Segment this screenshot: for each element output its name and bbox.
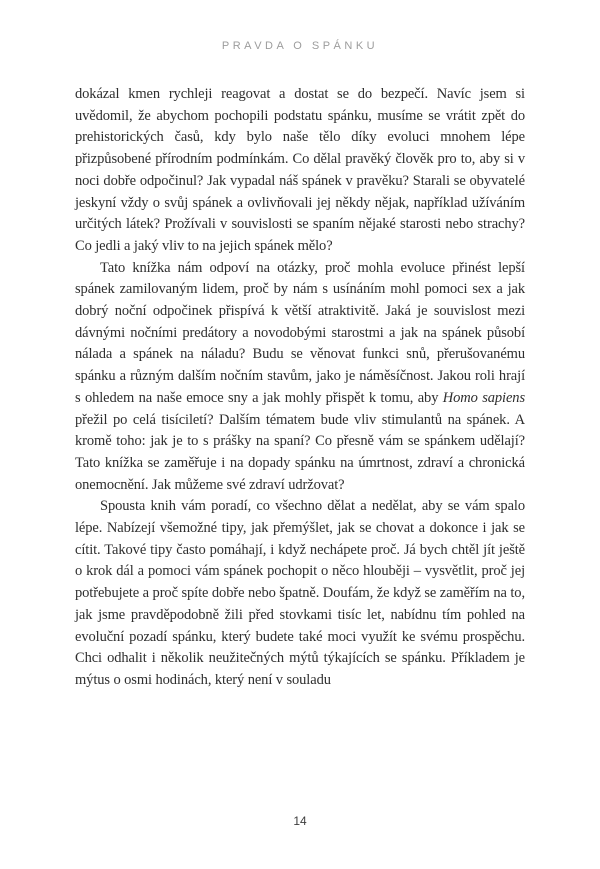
paragraph: dokázal kmen rychleji reagovat a dostat se do bezpečí. Navíc jsem si uvědomil, že abychom pochopili podstatu spánku, musíme se vrátit zpět do prehistorických časů, kdy bylo naše tělo díky evoluci mnohem lépe přizpůsobené přírodním podmínkám. Co dělal pravěký člověk pro to, aby si v noci dobře odpočinul? Jak vypadal náš spánek v pravěku? Starali se obyvatelé jeskyní vždy o svůj spánek a ovlivňovali jej někdy nějak, například užíváním určitých látek? Prožívali v souvislosti se spaním nějaké starosti nebo strachy? Co jedli a jaký vliv to na jejich spánek mělo? — [75, 86, 525, 254]
italic-text: Homo sapiens — [442, 389, 525, 406]
paragraph: Tato knížka nám odpoví na otázky, proč mohla evoluce přinést lepší spánek zamilovaným lidem, proč by nám s usínáním mohl pomoci sex a jak dobrý noční odpočinek přispívá k větší atraktivitě. Jaká je souvislost mezi dávnými nočními predátory a novodobými starostmi a jak na spánek působí nálada a spánek na náladu? Budu se věnovat funkci snů, přerušovanému spánku a různým dalším nočním stavům, jako je náměsíčnost. Jakou roli hrají s ohledem na naše emoce sny a jak mohly přispět k tomu, aby Homo sapiens přežil po celá tisíciletí? Dalším tématem bude vliv stimulantů na spánek. A kromě toho: jak je to s prášky na spaní? Co přesně vám se spánkem udělají? Tato knížka se zaměřuje i na dopady spánku na úmrtnost, zdraví a chronická onemocnění. Jak můžeme své zdraví udržovat? — [75, 259, 525, 493]
paragraph: Spousta knih vám poradí, co všechno dělat a nedělat, aby se vám spalo lépe. Nabízejí všemožné tipy, jak přemýšlet, jak se chovat a dokonce i jak se cítit. Takové tipy často pomáhají, i když nechápete proč. Já bych chtěl jít ještě o krok dál a pomoci vám spánek pochopit o něco hlouběji – vysvětlit, proč jej potřebujete a proč spíte dobře nebo špatně. Doufám, že když se zaměřím na to, jak jsme pravděpodobně žili před stovkami tisíc let, nabídnu tím pohled na evoluční pozadí spánku, který budete také moci využít ke svému prospěchu. Chci odhalit i několik neužitečných mýtů týkajících se spánku. Příkladem je mýtus o osmi hodinách, který není v souladu — [75, 498, 525, 688]
body-text — [75, 84, 525, 692]
running-header: PRAVDA O SPÁNKU — [221, 40, 379, 52]
page-number: 14 — [293, 814, 307, 828]
